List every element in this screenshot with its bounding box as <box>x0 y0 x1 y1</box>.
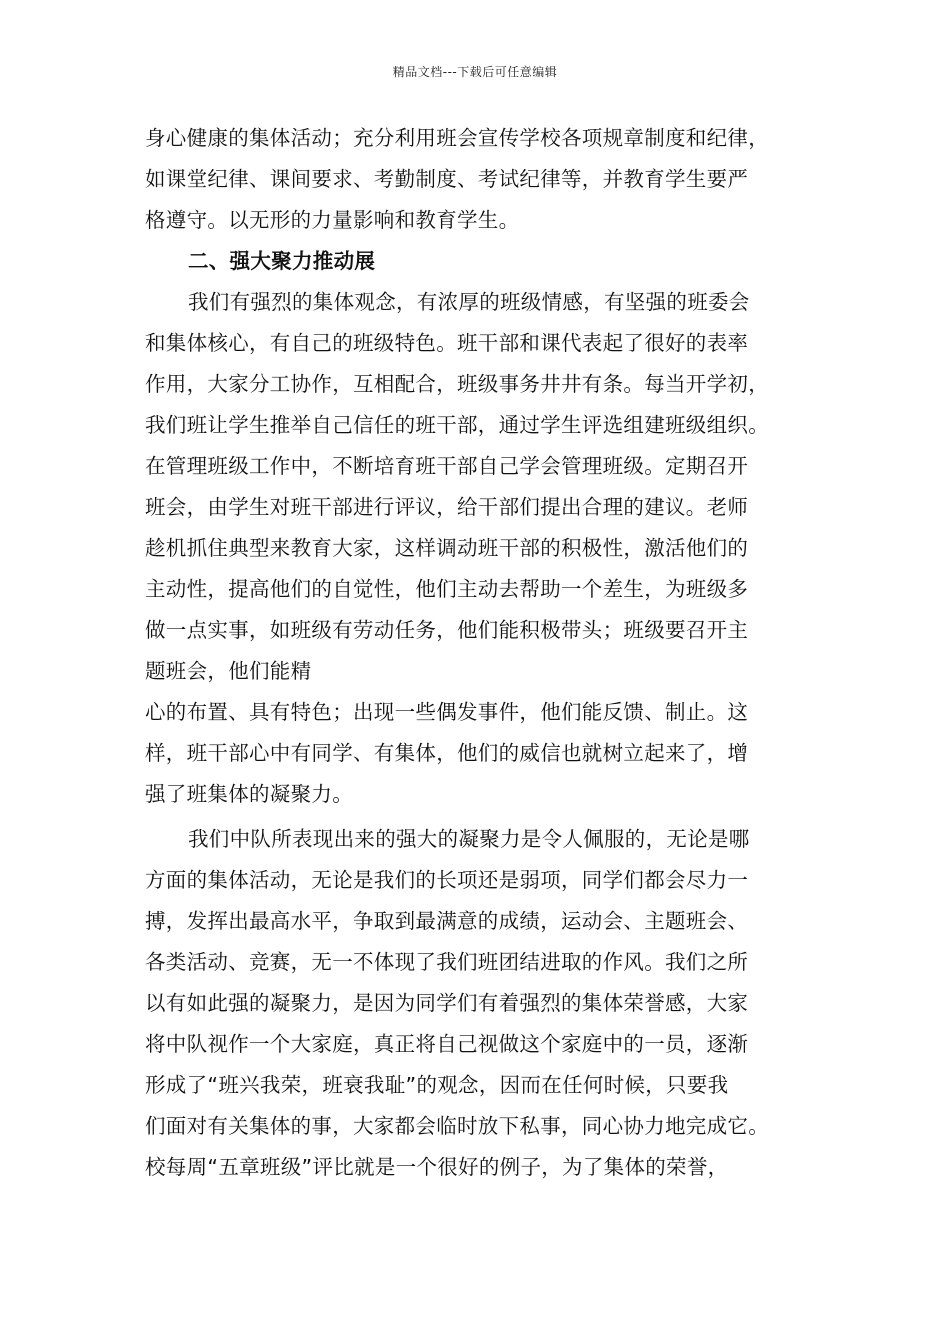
text-line: 题班会，他们能精 <box>145 659 312 683</box>
text-line: 各类活动、竞赛，无一不体现了我们班团结进取的作风。我们之所 <box>145 950 749 974</box>
text-line: 搏，发挥出最高水平，争取到最满意的成绩，运动会、主题班会、 <box>145 909 749 933</box>
text-line: 如课堂纪律、课间要求、考勤制度、考试纪律等，并教育学生要严 <box>145 167 749 191</box>
text-line: 以有如此强的凝聚力，是因为同学们有着强烈的集体荣誉感，大家 <box>145 991 749 1015</box>
text-line: 心的布置、具有特色；出现一些偶发事件，他们能反馈、制止。这 <box>145 700 749 724</box>
text-line: 和集体核心，有自己的班级特色。班干部和课代表起了很好的表率 <box>145 331 749 355</box>
document-body <box>145 118 845 1188</box>
text-line: 方面的集体活动，无论是我们的长项还是弱项，同学们都会尽力一 <box>145 868 749 892</box>
page-header: 精品文档---下载后可任意编辑 <box>392 65 558 79</box>
text-line: 形成了“班兴我荣，班衰我耻”的观念，因而在任何时候，只要我 <box>145 1073 729 1097</box>
text-line: 校每周“五章班级”评比就是一个很好的例子，为了集体的荣誉， <box>145 1155 729 1179</box>
text-line: 我们班让学生推举自己信任的班干部，通过学生评选组建班级组织。 <box>145 413 769 437</box>
text-line: 在管理班级工作中，不断培育班干部自己学会管理班级。定期召开 <box>145 454 749 478</box>
text-line: 样，班干部心中有同学、有集体，他们的威信也就树立起来了，增 <box>145 741 749 765</box>
text-line: 身心健康的集体活动；充分利用班会宣传学校各项规章制度和纪律， <box>145 126 769 150</box>
paragraph-first-line: 我们有强烈的集体观念，有浓厚的班级情感，有坚强的班委会 <box>188 290 750 314</box>
text-line: 强了班集体的凝聚力。 <box>145 782 353 806</box>
text-line: 作用，大家分工协作，互相配合，班级事务井井有条。每当开学初， <box>145 372 769 396</box>
text-line: 格遵守。以无形的力量影响和教育学生。 <box>145 208 520 232</box>
text-line: 趁机抓住典型来教育大家，这样调动班干部的积极性，激活他们的 <box>145 536 749 560</box>
text-line: 做一点实事，如班级有劳动任务，他们能积极带头；班级要召开主 <box>145 618 749 642</box>
section-heading: 二、强大聚力推动展 <box>188 249 376 273</box>
text-line: 将中队视作一个大家庭，真正将自己视做这个家庭中的一员，逐渐 <box>145 1032 749 1056</box>
paragraph-first-line: 我们中队所表现出来的强大的凝聚力是令人佩服的，无论是哪 <box>188 827 750 851</box>
text-line: 主动性，提高他们的自觉性，他们主动去帮助一个差生，为班级多 <box>145 577 749 601</box>
text-line: 班会，由学生对班干部进行评议，给干部们提出合理的建议。老师 <box>145 495 749 519</box>
text-line: 们面对有关集体的事，大家都会临时放下私事，同心协力地完成它。 <box>145 1114 769 1138</box>
